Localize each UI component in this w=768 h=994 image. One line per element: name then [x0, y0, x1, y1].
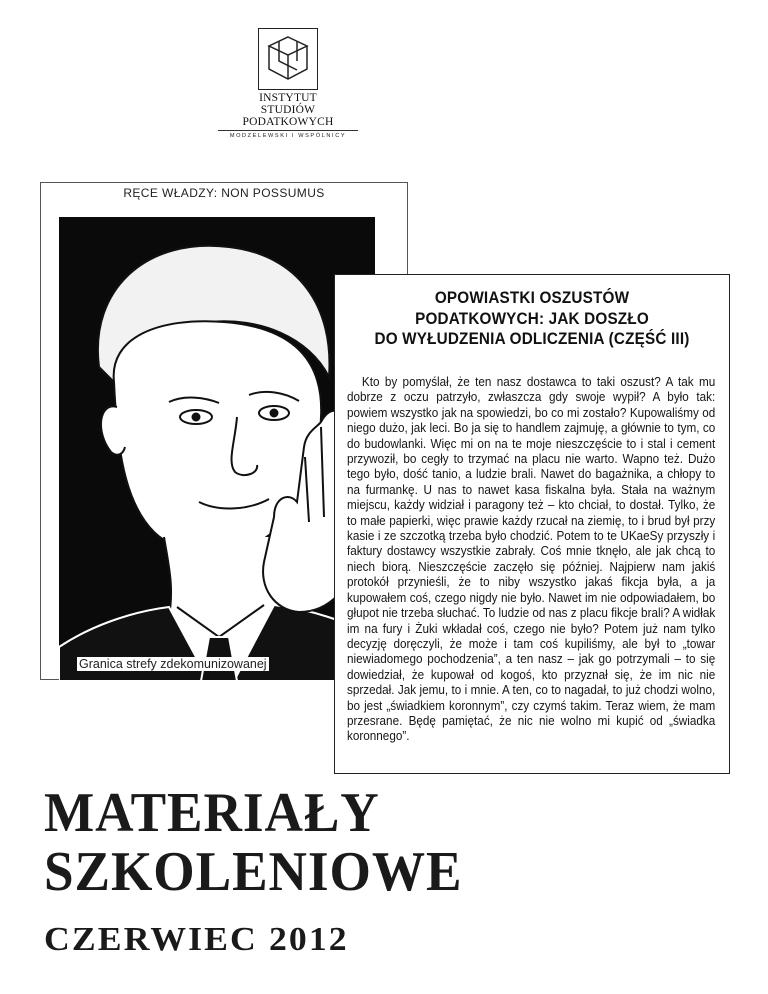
heading-line-1: MATERIAŁY	[44, 782, 380, 844]
logo-subtitle: MODZELEWSKI I WSPÓLNICY	[229, 133, 347, 139]
logo-wordmark	[218, 92, 358, 128]
article-body: Kto by pomyślał, że ten nasz dostawca to taki oszust? A tak mu dobrze z oczu patrzyło, zwłaszcza gdy swoje wypił? A było tak: powiem wszystko jak na spowiedzi, bo co mi zostało? Kupowaliśmy od niego dużo, jak leci. Bo ja się to handlem zajmuję, a głównie to tym, co do budowlanki. Więc mi on na te moje nieszczęście to i stal i cement przywoził, bo cegły to trzymać na placu nie warto. Wapno też. Dużo tego było, dość tanio, a ludzie brali. Nawet do bagażnika, a chłopy to na furmankę. U nas to nawet kasa fiskalna była. Stała na ważnym miejscu, każdy widział i paragony też – kto chciał, to dostał. Tylko, że to małe papierki, więc prawie każdy rzucał na ziemię, to i brud był przy kasie i ze szczotką trzeba było chodzić. Potem to te UKaeSy przyszły i faktury dostawcy wszystkie zabrały. Coś mnie tknęło, ale jak chcą to niech biorą. Nieszczęście zaczęło się później. Najpierw nam jakiś protokół przynieśli, że to niby wszystko jakaś fikcja była, a ja kupowałem coś, czego nigdy nie było. Nawet im nie odpowiadałem, bo głupot nie trzeba słuchać. To ludzie od nas z placu fikcje brali? A widłak im na fury i Żuki wkładał coś, czego nie było? Potem już nam tylko decyzję doręczyli, że może i tam coś kupiliśmy, ale był to „towar niewiadomego pochodzenia”, a ten nasz – jak go potrzymali – to się dowiedział, że kupował od kogoś, kto przyznał się, że im nic nie sprzedał. Jak jemu, to i mnie. A ten, co to nagadał, to już chodzi wolno, bo jest „świadkiem koronnym”, czy czymś takim. Teraz wiem, że mam przesrane. Będę pamiętać, że nic nie wolno mi kupić od „świadka koronnego”.	[347, 375, 716, 744]
cartoon-title: RĘCE WŁADZY: NON POSSUMUS	[123, 186, 325, 200]
logo-line-2: STUDIÓW	[260, 104, 316, 116]
article-title-line-2: PODATKOWYCH: JAK DOSZŁO	[415, 308, 649, 328]
cube-logo-icon	[258, 28, 318, 90]
issue-date: CZERWIEC 2012	[44, 921, 349, 958]
logo-line-1: INSTYTUT	[259, 92, 317, 104]
article-title-line-1: OPOWIASTKI OSZUSTÓW	[434, 288, 630, 307]
man-portrait-illustration	[59, 217, 375, 681]
article-title-line-3: DO WYŁUDZENIA ODLICZENIA (CZĘŚĆ III)	[374, 329, 690, 348]
article-box	[334, 274, 730, 774]
article-title	[351, 288, 713, 350]
cartoon-caption: Granica strefy zdekomunizowanej	[79, 657, 267, 671]
institute-logo	[218, 22, 548, 142]
logo-line-3: PODATKOWYCH	[242, 116, 334, 128]
heading-line-2: SZKOLENIOWE	[44, 841, 463, 903]
logo-divider	[218, 130, 358, 131]
